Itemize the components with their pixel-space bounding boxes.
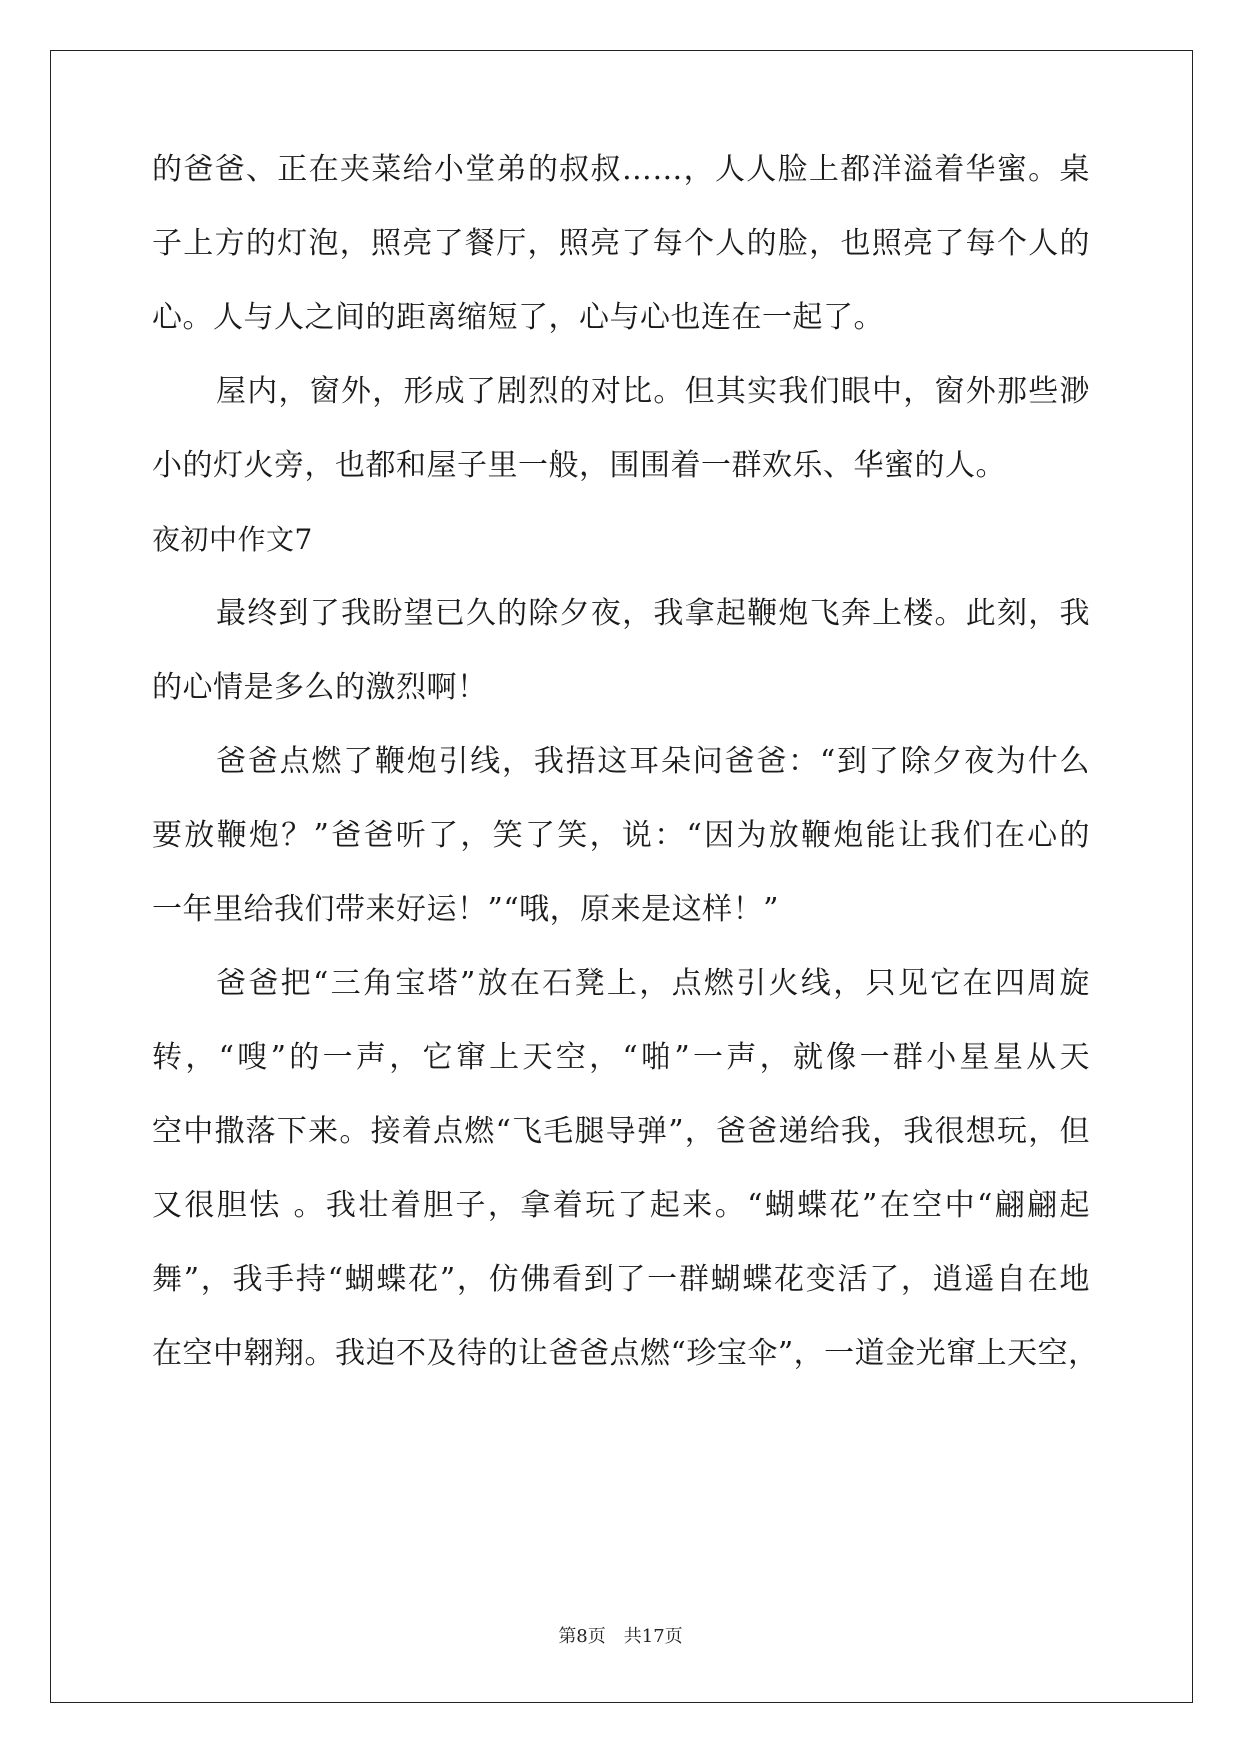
text-line: 在空中翱翔。我迫不及待的让爸爸点燃“珍宝伞”，一道金光窜上天空， [152, 1336, 1099, 1371]
text-line: 小的灯火旁，也都和屋子里一般，围围着一群欢乐、华蜜的人。 [152, 448, 1006, 483]
text-line: 爸爸点燃了鞭炮引线，我捂这耳朵问爸爸：“到了除夕夜为什么 [216, 744, 1090, 779]
text-line: 转，“嗖”的一声，它窜上天空，“啪”一声，就像一群小星星从天 [152, 1040, 1090, 1075]
text-line: 一年里给我们带来好运！”“哦，原来是这样！” [152, 892, 780, 927]
text-line: 心。人与人之间的距离缩短了，心与心也连在一起了。 [152, 300, 884, 335]
text-line: 舞”，我手持“蝴蝶花”，仿佛看到了一群蝴蝶花变活了，逍遥自在地 [152, 1262, 1090, 1297]
text-line: 屋内，窗外，形成了剧烈的对比。但其实我们眼中，窗外那些渺 [216, 374, 1090, 409]
text-line: 的爸爸、正在夹菜给小堂弟的叔叔……，人人脸上都洋溢着华蜜。桌 [152, 152, 1090, 187]
text-line: 爸爸把“三角宝塔”放在石凳上，点燃引火线，只见它在四周旋 [216, 966, 1090, 1001]
section-heading: 夜初中作文7 [152, 523, 313, 556]
text-line: 空中撒落下来。接着点燃“飞毛腿导弹”，爸爸递给我，我很想玩，但 [152, 1114, 1090, 1149]
text-line: 要放鞭炮？”爸爸听了，笑了笑，说：“因为放鞭炮能让我们在心的 [152, 818, 1090, 853]
text-line: 的心情是多么的激烈啊！ [152, 670, 488, 705]
text-line: 又很胆怯 。我壮着胆子，拿着玩了起来。“蝴蝶花”在空中“翩翩起 [152, 1188, 1090, 1223]
page-number-footer: 第8页 共17页 [558, 1626, 683, 1647]
text-line: 子上方的灯泡，照亮了餐厅，照亮了每个人的脸，也照亮了每个人的 [152, 226, 1090, 261]
text-line: 最终到了我盼望已久的除夕夜，我拿起鞭炮飞奔上楼。此刻，我 [216, 596, 1090, 631]
